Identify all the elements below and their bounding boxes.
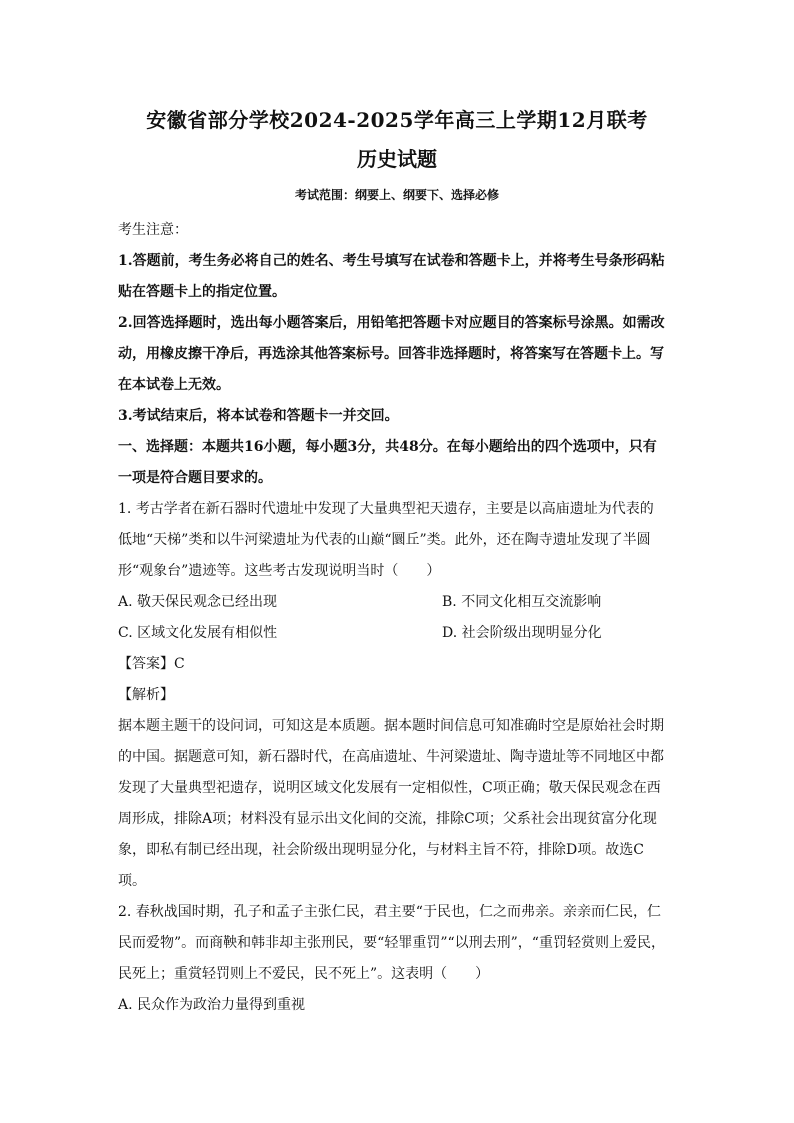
exam-scope: 考试范围：纲要上、纲要下、选择必修 [294, 188, 499, 202]
question-2-stem: 2. 春秋战国时期，孔子和孟子主张仁民，君主要“于民也，仁之而弗亲。亲亲而仁民，仁民而爱物”。而商鞅和韩非却主张刑民，要“轻罪重罚”“以刑去刑”，“重罚轻赏则上爱民，民死上；重赏轻罚则上不爱民，民不死上”。这表明（ ） [118, 904, 665, 982]
exam-title: 安徽省部分学校2024-2025学年高三上学期12月联考 [146, 108, 648, 132]
question-1-stem: 1. 考古学者在新石器时代遗址中发现了大量典型祀天遗存，主要是以高庙遗址为代表的低地“天梯”类和以牛河梁遗址为代表的山巅“圜丘”类。此外，还在陶寺遗址发现了半圆形“观象台”遗迹等。这些考古发现说明当时（ ） [118, 501, 654, 579]
question-2-option-a: A. 民众作为政治力量得到重视 [118, 997, 306, 1013]
question-1-option-a: A. 敬天保民观念已经出现 [118, 594, 278, 610]
question-1-options-row-1 [118, 587, 666, 618]
question-1-option-c: C. 区域文化发展有相似性 [118, 625, 278, 641]
notice-heading: 考生注意： [118, 222, 188, 238]
question-1-options-row-2 [118, 618, 666, 649]
notice-item-3: 3.考试结束后，将本试卷和答题卡一并交回。 [118, 408, 399, 424]
document-body [118, 215, 666, 1021]
question-1-answer: 【答案】C [118, 656, 185, 672]
exam-subject-title: 历史试题 [357, 147, 437, 171]
section-heading: 一、选择题：本题共16小题，每小题3分，共48分。在每小题给出的四个选项中，只有一项是符合题目要求的。 [118, 439, 657, 486]
question-1-analysis: 据本题主题干的设问词，可知这是本质题。据本题时间信息可知准确时空是原始社会时期的中国。据题意可知，新石器时代，在高庙遗址、牛河梁遗址、陶寺遗址等不同地区中都发现了大量典型祀遗存，说明区域文化发展有一定相似性，C项正确；敬天保民观念在西周形成，排除A项；材料没有显示出文化间的交流，排除C项；父系社会出现贫富分化现象，即私有制已经出现，社会阶级出现明显分化，与材料主旨不符，排除D项。故选C项。 [118, 718, 664, 889]
notice-item-1: 1.答题前，考生务必将自己的姓名、考生号填写在试卷和答题卡上，并将考生号条形码粘贴在答题卡上的指定位置。 [118, 253, 665, 300]
notice-item-2: 2.回答选择题时，选出每小题答案后，用铅笔把答题卡对应题目的答案标号涂黑。如需改动，用橡皮擦干净后，再选涂其他答案标号。回答非选择题时，将答案写在答题卡上。写在本试卷上无效。 [118, 315, 665, 393]
question-1-option-d: D. 社会阶级出现明显分化 [442, 625, 602, 641]
question-1-analysis-label: 【解析】 [118, 687, 174, 703]
question-1-option-b: B. 不同文化相互交流影响 [442, 594, 602, 610]
